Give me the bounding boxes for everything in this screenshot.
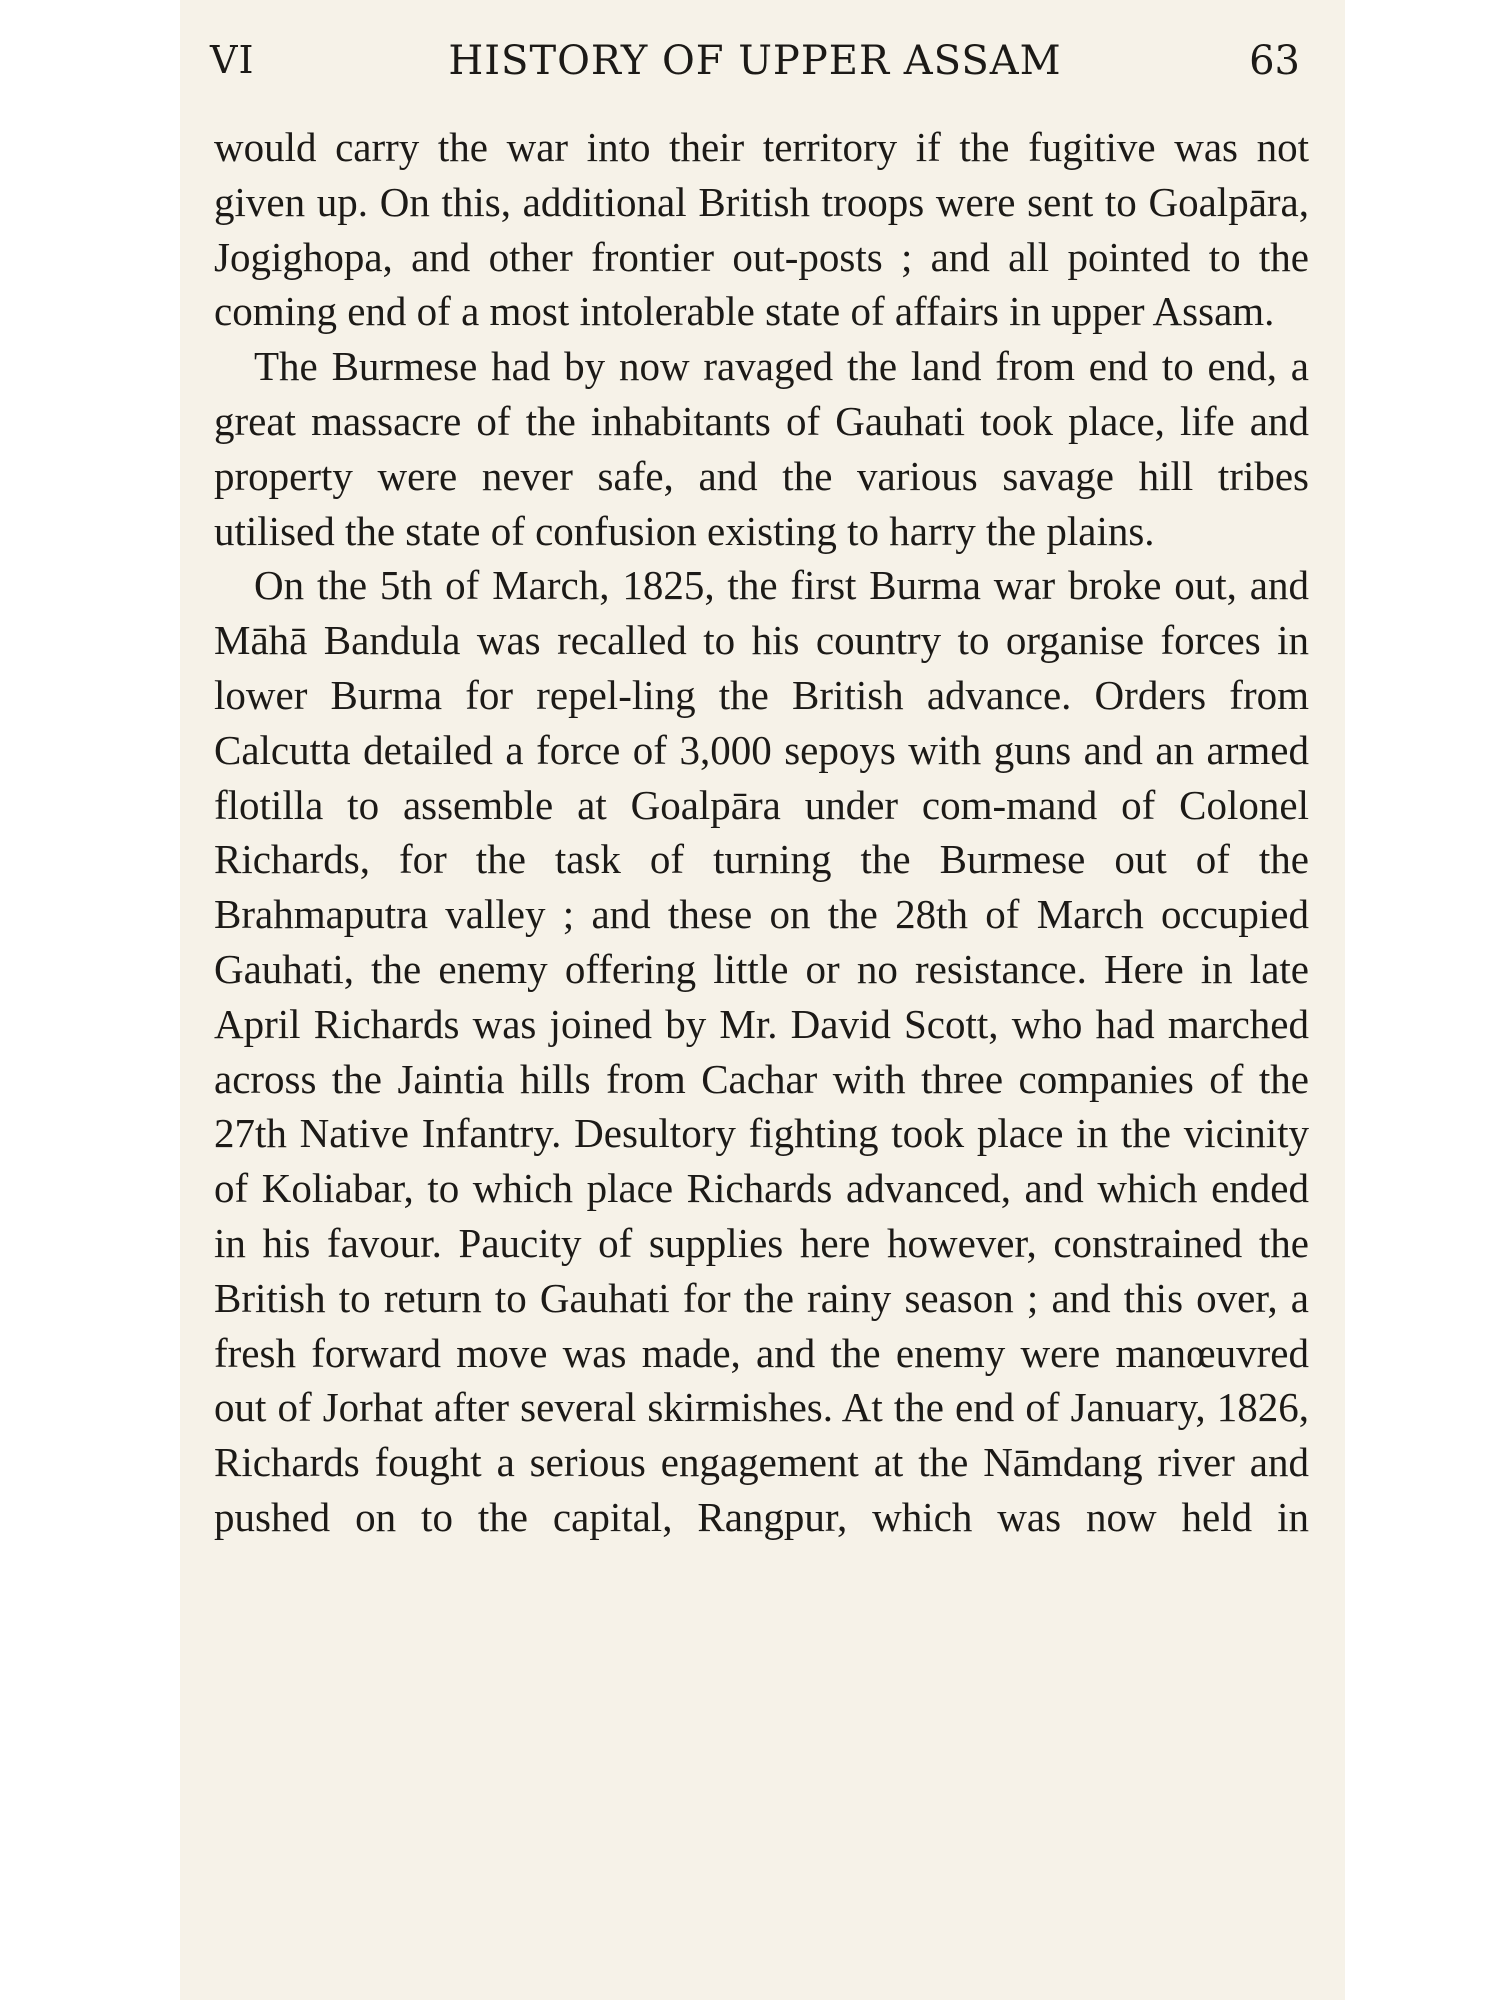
paragraph-3: On the 5th of March, 1825, the first Burma war broke out, and Māhā Bandula was recalled to his country to organise forces in lower Burma for repel-ling the British advance. Orders from Calcutta detailed a force of 3,000 sepoys with guns and an armed flotilla to assemble at Goalpāra under com-mand of Colonel Richards, for the task of turning the Burmese out of the Brahmaputra valley ; and these on the 28th of March occupied Gauhati, the enemy offering little or no resistance. Here in late April Richards was joined by Mr. David Scott, who had marched across the Jaintia hills from Cachar with three companies of the 27th Native Infantry. Desultory fighting took place in the vicinity of Koliabar, to which place Richards advanced, and which ended in his favour. Paucity of supplies here however, constrained the British to return to Gauhati for the rainy season ; and this over, a fresh forward move was made, and the enemy were manœuvred out of Jorhat after several skirmishes. At the end of January, 1826, Richards fought a serious engagement at the Nāmdang river and pushed on to the capital, Rangpur, which was now held in [214, 562, 1309, 1540]
running-title: HISTORY OF UPPER ASSAM [448, 38, 1062, 84]
paragraph-2: The Burmese had by now ravaged the land from end to end, a great massacre of the inhabitants of Gauhati took place, life and property were never safe, and the various savage hill tribes utilised the state of confusion existing to harry the plains. [214, 343, 1309, 554]
chapter-number: VI [210, 38, 255, 82]
page-body-text [214, 120, 1309, 1545]
book-page [180, 0, 1345, 2000]
running-header [210, 30, 1300, 100]
paragraph-1: would carry the war into their territory if the fugitive was not given up. On this, additional British troops were sent to Goalpāra, Jogighopa, and other frontier out-posts ; and all pointed to the coming end of a most intolerable state of affairs in upper Assam. [214, 124, 1309, 335]
page-number: 63 [1249, 38, 1300, 84]
